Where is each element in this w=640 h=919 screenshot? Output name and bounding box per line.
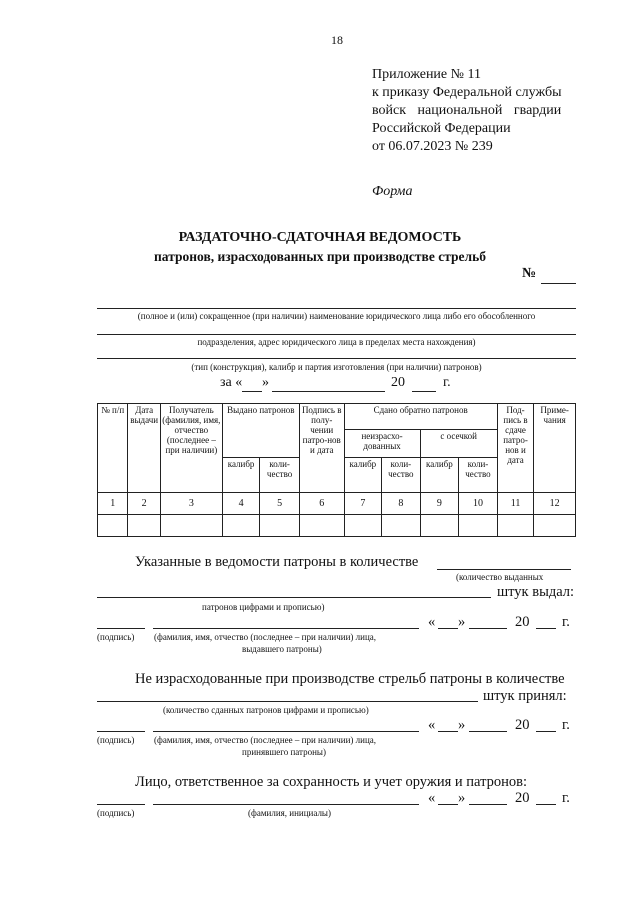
column-number: 1 [98, 493, 128, 515]
section1-year-line [536, 628, 556, 629]
document-title: РАЗДАТОЧНО-СДАТОЧНАЯ ВЕДОМОСТЬ [178, 230, 462, 245]
section1-text: Указанные в ведомости патроны в количестве [135, 554, 419, 570]
section2-year-line [536, 731, 556, 732]
header-issued: Выдано патронов [222, 404, 299, 458]
type-caliber-caption: (тип (конструкция), калибр и партия изготовления (при наличии) патронов) [191, 362, 482, 372]
org-name-line-1 [97, 308, 576, 309]
section3-sign-line [97, 804, 145, 805]
section3-month-line [469, 804, 507, 805]
section2-quote-close: » [458, 717, 466, 733]
column-number: 8 [382, 493, 421, 515]
empty-cell[interactable] [98, 515, 128, 537]
column-number: 12 [534, 493, 576, 515]
section2-fio-caption-2: принявшего патроны) [242, 747, 326, 757]
column-number: 9 [420, 493, 459, 515]
section2-month-line [469, 731, 507, 732]
number-field-line [541, 283, 576, 284]
section1-sign-line [97, 628, 145, 629]
date-close-quote: » [262, 375, 269, 390]
section1-qty-line-2 [97, 597, 491, 598]
header-misfire-caliber: калибр [420, 458, 459, 493]
section1-fio-line [153, 628, 419, 629]
column-number: 7 [344, 493, 382, 515]
date-g-label: г. [443, 375, 451, 390]
empty-cell[interactable] [420, 515, 459, 537]
header-returned: Сдано обратно патронов [344, 404, 497, 430]
org-name-caption-2: подразделения, адрес юридического лица в пределах места нахождения) [197, 337, 476, 347]
form-label: Форма [372, 184, 413, 199]
section2-day-line [438, 731, 458, 732]
empty-cell[interactable] [222, 515, 260, 537]
column-number: 5 [260, 493, 300, 515]
column-number: 2 [128, 493, 160, 515]
date-year-line [412, 391, 436, 392]
org-name-caption-1: (полное и (или) сокращенное (при наличии) наименование юридического лица либо его обособленного [137, 311, 536, 321]
date-year-prefix: 20 [391, 375, 405, 390]
date-za-label: за « [220, 375, 243, 390]
header-signature: Подпись в полу-чении патро-нов и дата [299, 404, 344, 493]
section2-quote-open: « [428, 717, 436, 733]
section2-sign-line [97, 731, 145, 732]
section3-fio-line [153, 804, 419, 805]
number-label: № [522, 266, 537, 281]
header-num: № п/п [98, 404, 128, 493]
section2-text: Не израсходованные при производстве стрельб патроны в количестве [135, 671, 565, 687]
column-number: 6 [299, 493, 344, 515]
header-issued-caliber: калибр [222, 458, 260, 493]
header-recipient: Получатель (фамилия, имя, отчество (последнее – при наличии) [160, 404, 222, 493]
header-date: Дата выдачи [128, 404, 160, 493]
page-number: 18 [331, 33, 343, 47]
empty-cell[interactable] [459, 515, 498, 537]
date-month-line [272, 391, 385, 392]
org-name-line-2 [97, 334, 576, 335]
section3-g-label: г. [562, 790, 570, 806]
section1-qty-line [437, 569, 571, 570]
header-signature-return: Под-пись в сдаче патро-нов и дата [497, 404, 534, 493]
section1-quote-close: » [458, 614, 466, 630]
document-subtitle: патронов, израсходованных при производстве стрельб [154, 249, 486, 264]
section1-fio-caption-2: выдавшего патроны) [242, 644, 322, 654]
section2-fio-caption: (фамилия, имя, отчество (последнее – при наличии) лица, [154, 735, 376, 745]
section1-month-line [469, 628, 507, 629]
section2-qty-line [97, 701, 478, 702]
issue-return-table [97, 403, 576, 537]
column-number: 4 [222, 493, 260, 515]
empty-cell[interactable] [497, 515, 534, 537]
section2-g-label: г. [562, 717, 570, 733]
column-number: 10 [459, 493, 498, 515]
section3-sign-caption: (подпись) [97, 808, 135, 818]
section3-quote-open: « [428, 790, 436, 806]
section1-year-prefix: 20 [515, 614, 530, 630]
empty-cell[interactable] [160, 515, 222, 537]
section3-fio-caption: (фамилия, инициалы) [248, 808, 331, 818]
empty-cell[interactable] [534, 515, 576, 537]
section1-quote-open: « [428, 614, 436, 630]
empty-cell[interactable] [382, 515, 421, 537]
header-unspent: неизрасхо-дованных [344, 430, 420, 458]
empty-cell[interactable] [344, 515, 382, 537]
appendix-line-2: к приказу Федеральной службы [372, 85, 562, 100]
section1-pieces-issued: штук выдал: [497, 584, 575, 600]
section3-day-line [438, 804, 458, 805]
section1-qty-caption-2: патронов цифрами и прописью) [202, 602, 325, 612]
section1-sign-caption: (подпись) [97, 632, 135, 642]
section3-text: Лицо, ответственное за сохранность и учет оружия и патронов: [135, 774, 527, 790]
header-unspent-caliber: калибр [344, 458, 382, 493]
date-day-line [242, 391, 262, 392]
section2-sign-caption: (подпись) [97, 735, 135, 745]
column-number: 11 [497, 493, 534, 515]
header-misfire: с осечкой [420, 430, 497, 458]
header-notes: Приме-чания [534, 404, 576, 493]
section1-qty-caption: (количество выданных [456, 572, 544, 582]
section2-pieces-accepted: штук принял: [483, 688, 567, 704]
column-number: 3 [160, 493, 222, 515]
header-issued-quantity: коли-чество [260, 458, 300, 493]
header-unspent-quantity: коли-чество [382, 458, 421, 493]
section2-fio-line [153, 731, 419, 732]
empty-cell[interactable] [128, 515, 160, 537]
header-misfire-quantity: коли-чество [459, 458, 498, 493]
appendix-line-5: от 06.07.2023 № 239 [372, 139, 493, 154]
appendix-line-3: войск национальной гвардии [372, 103, 562, 118]
empty-cell[interactable] [260, 515, 300, 537]
section1-day-line [438, 628, 458, 629]
section2-year-prefix: 20 [515, 717, 530, 733]
appendix-line-4: Российской Федерации [372, 121, 511, 136]
section3-year-line [536, 804, 556, 805]
type-caliber-line [97, 358, 576, 359]
section3-year-prefix: 20 [515, 790, 530, 806]
section1-fio-caption: (фамилия, имя, отчество (последнее – при наличии) лица, [154, 632, 376, 642]
section1-g-label: г. [562, 614, 570, 630]
empty-cell[interactable] [299, 515, 344, 537]
section2-qty-caption: (количество сданных патронов цифрами и прописью) [163, 705, 369, 715]
section3-quote-close: » [458, 790, 466, 806]
appendix-line-1: Приложение № 11 [372, 67, 481, 82]
